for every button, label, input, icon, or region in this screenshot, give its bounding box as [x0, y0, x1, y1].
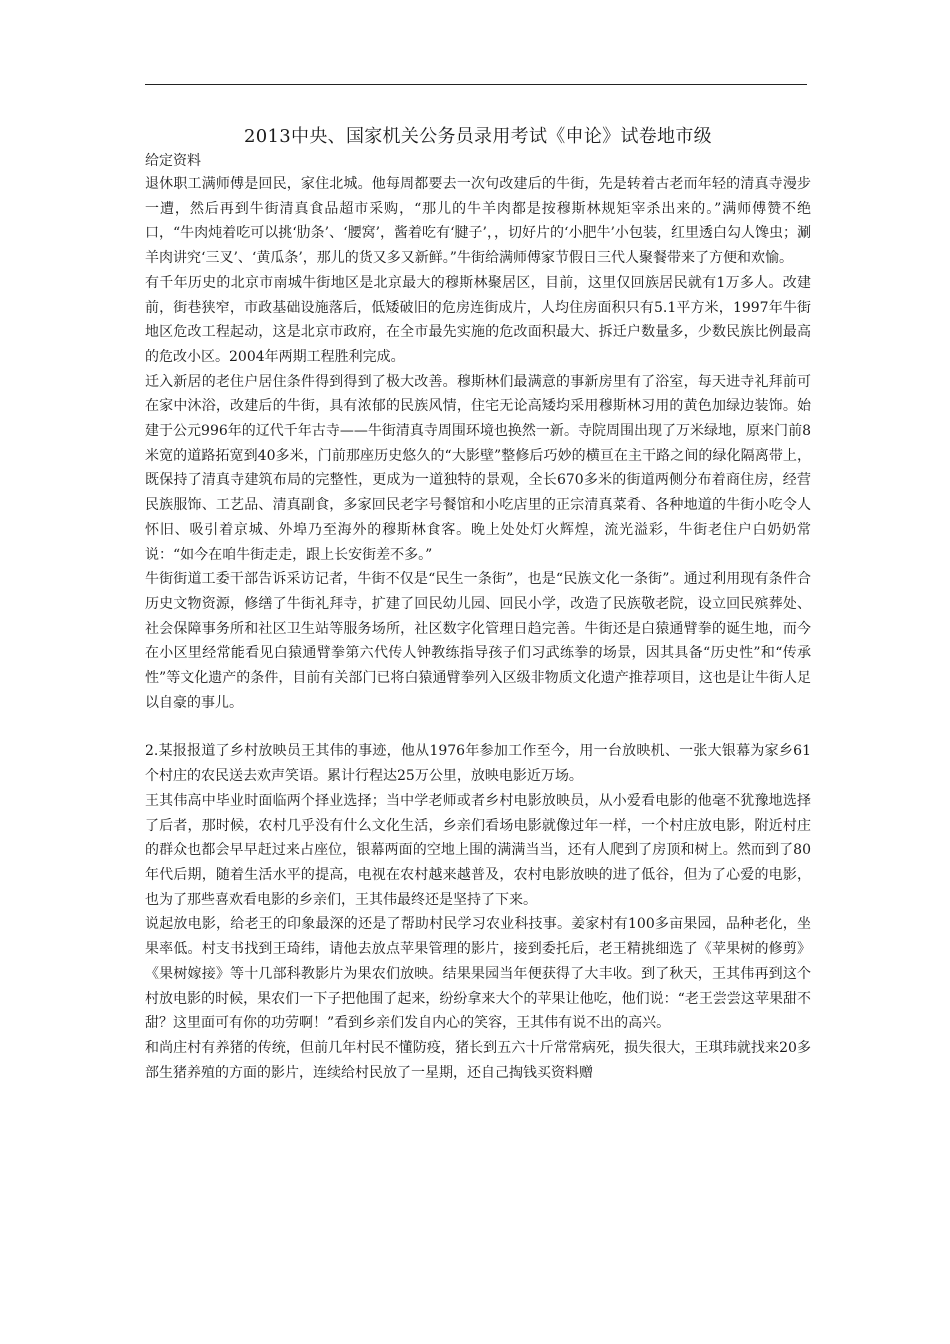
paragraph-gap	[145, 715, 811, 739]
document-title: 2013中央、国家机关公务员录用考试《申论》试卷地市级	[244, 126, 712, 147]
paragraph-3: 迁入新居的老住户居住条件得到得到了极大改善。穆斯林们最满意的事新房里有了浴室，每天进寺礼拜前可在家中沐浴，改建后的牛街，具有浓郁的民族风情，住宅无论高矮均采用穆斯林习用的黄色加绿边装饰。始建于公元996年的辽代千年古寺——牛街清真寺周围环境也换然一新。寺院周围出现了万米绿地，原来门前8米宽的道路拓宽到40多米，门前那座历史悠久的“大影壁”整修后巧妙的横亘在主干路之间的绿化隔离带上，既保持了清真寺建筑布局的完整性，更成为一道独特的景观，全长670多米的街道两侧分布着商住房，经营民族服饰、工艺品、清真副食，多家回民老字号餐馆和小吃店里的正宗清真菜肴、各种地道的牛街小吃令人怀旧、吸引着京城、外埠乃至海外的穆斯林食客。晚上处处灯火辉煌，流光溢彩，牛街老住户白奶奶常说：“如今在咱牛街走走，跟上长安街差不多。”	[145, 373, 811, 563]
header-rule	[145, 84, 807, 85]
paragraph-6: 王其伟高中毕业时面临两个择业选择；当中学老师或者乡村电影放映员，从小爱看电影的他毫不犹豫地选择了后者，那时候，农村几乎没有什么文化生活，乡亲们看场电影就像过年一样，一个村庄放电影，附近村庄的群众也都会早早赶过来占座位，银幕两面的空地上围的满满当当，还有人爬到了房顶和树上。然而到了80年代后期，随着生活水平的提高，电视在农村越来越普及，农村电影放映的进了低谷，但为了心爱的电影，也为了那些喜欢看电影的乡亲们，王其伟最终还是坚持了下来。	[145, 792, 811, 908]
paragraph-8: 和尚庄村有养猪的传统，但前几年村民不懂防疫，猪长到五六十斤常常病死，损失很大，王琪玮就找来20多部生猪养殖的方面的影片，连续给村民放了一星期，还自己掏钱买资料赠	[145, 1039, 811, 1081]
paragraph-1: 退休职工满师傅是回民，家住北城。他每周都要去一次句改建后的牛街，先是转着古老而年轻的清真寺漫步一遭，然后再到牛街清真食品超市采购，“那儿的牛羊肉都是按穆斯林规矩宰杀出来的。”满师傅赞不绝口，“牛肉炖着吃可以挑‘肋条’、‘腰窝’，酱着吃有‘腱子’，，切好片的‘小肥牛’小包装，红里透白勾人馋虫；涮羊肉讲究‘三叉’、‘黄瓜条’，那儿的货又多又新鲜。”牛街给满师傅家节假日三代人聚餐带来了方便和欢愉。	[145, 176, 811, 267]
paragraph-5: 2.某报报道了乡村放映员王其伟的事迹，他从1976年参加工作至今，用一台放映机、一张大银幕为家乡61个村庄的农民送去欢声笑语。累计行程达25万公里，放映电影近万场。	[145, 743, 811, 785]
paragraph-2: 有千年历史的北京市南城牛街地区是北京最大的穆斯林聚居区，目前，这里仅回族居民就有1万多人。改建前，街巷狭窄，市政基础设施落后，低矮破旧的危房连街成片，人均住房面积只有5.1平方米，1997年牛街地区危改工程起动，这是北京市政府，在全市最先实施的危改面积最大、拆迁户数量多，少数民族比例最高的危改小区。2004年两期工程胜利完成。	[145, 274, 811, 365]
document-body	[145, 124, 811, 1085]
paragraph-7: 说起放电影，给老王的印象最深的还是了帮助村民学习农业科技事。姜家村有100多亩果园，品种老化，坐果率低。村支书找到王琦纬，请他去放点苹果管理的影片，接到委托后，老王精挑细选了《苹果树的修剪》《果树嫁接》等十几部科教影片为果农们放映。结果果园当年便获得了大丰收。到了秋天，王其伟再到这个村放电影的时候，果农们一下子把他围了起来，纷纷拿来大个的苹果让他吃，他们说：“老王尝尝这苹果甜不甜？这里面可有你的功劳啊！”看到乡亲们发自内心的笑容，王其伟有说不出的高兴。	[145, 916, 811, 1032]
paragraph-4: 牛街街道工委干部告诉采访记者，牛街不仅是“民生一条街”，也是“民族文化一条街”。通过利用现有条件合历史文物资源，修缮了牛街礼拜寺，扩建了回民幼儿园、回民小学，改造了民族敬老院，设立回民殡葬处、社会保障事务所和社区卫生站等服务场所，社区数字化管理日趋完善。牛街还是白猿通臂拳的诞生地，而今在小区里经常能看见白猿通臂拳第六代传人钟教练指导孩子们习武练拳的场景，因其具备“历史性”和“传承性”等文化遗产的条件，目前有关部门已将白猿通臂拳列入区级非物质文化遗产推荐项目，这也是让牛街人足以自豪的事儿。	[145, 571, 811, 711]
section-label: 给定资料	[145, 153, 201, 169]
